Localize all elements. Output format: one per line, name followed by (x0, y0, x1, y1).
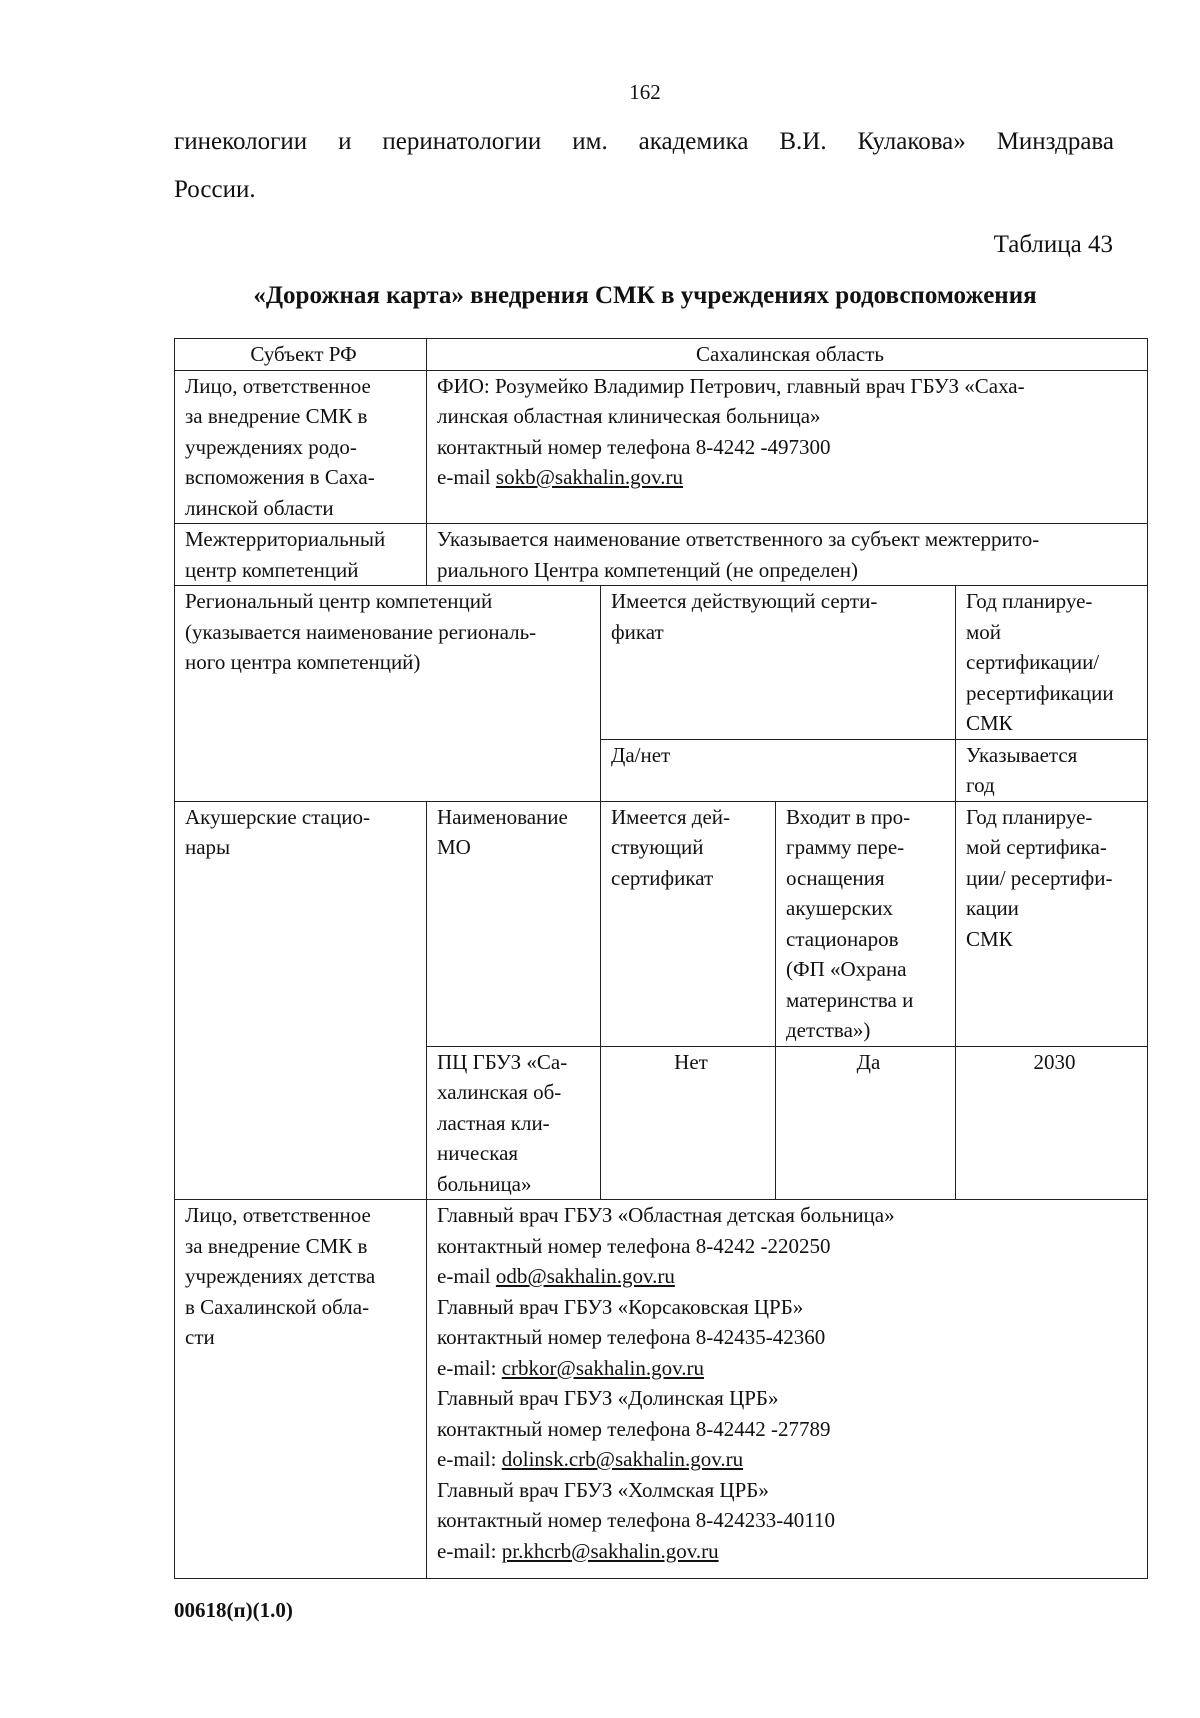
table-row (175, 1200, 1148, 1579)
contact-phone: контактный номер телефона 8-42435-42360 (437, 1325, 826, 1349)
contact-head: Главный врач ГБУЗ «Областная детская больница» (437, 1203, 895, 1227)
childhood-responsible-value: Главный врач ГБУЗ «Областная детская больница» контактный номер телефона 8-4242 -220250 e-mail odb@sakhalin.gov.ru Главный врач ГБУЗ «Корсаковская ЦРБ» контактный номер телефона 8-42435-42360 e-mail: crbkor@sakhalin.gov.ru Главный врач ГБУЗ «Долинская ЦРБ» контактный номер телефона 8-42442 -27789 e-mail: dolinsk.crb@sakhalin.gov.ru Главный врач ГБУЗ «Холмская ЦРБ» контактный номер телефона 8-424233-40110 e-mail: pr.khcrb@sakhalin.gov.ru (427, 1200, 1148, 1579)
obstetric-cert-header: Имеется дей- ствующий сертификат (601, 801, 776, 1046)
roadmap-table (174, 338, 1148, 1579)
contact-head: Главный врач ГБУЗ «Холмская ЦРБ» (437, 1477, 769, 1502)
childhood-responsible-label: Лицо, ответственное за внедрение СМК в учреждениях детства в Сахалинской обла- сти (175, 1200, 427, 1579)
regional-cert-header: Имеется действующий серти- фикат (601, 586, 956, 740)
obstetric-year-header: Год планируе- мой сертифика- ции/ ресертифи- кации СМК (956, 801, 1148, 1046)
table-title: «Дорожная карта» внедрения СМК в учреждениях родовспоможения (253, 282, 1037, 309)
obstetric-mo-header: Наименование МО (427, 801, 601, 1046)
regional-cert-value: Да/нет (601, 739, 956, 801)
contact-phone: контактный номер телефона 8-42442 -27789 (437, 1416, 831, 1441)
maternity-responsible-value: ФИО: Розумейко Владимир Петрович, главный врач ГБУЗ «Саха- линская областная клиническая больница» контактный номер телефона 8-4242 -497300 e-mail sokb@sakhalin.gov.ru (427, 370, 1148, 524)
table-row (175, 339, 1148, 371)
obstetric-program-value: Да (776, 1046, 956, 1200)
document-code: 00618(п)(1.0) (174, 1598, 293, 1622)
contact-head: Главный врач ГБУЗ «Долинская ЦРБ» (437, 1386, 779, 1410)
interterritorial-label: Межтерриториальный центр компетенций (175, 524, 427, 586)
page-number: 162 (629, 80, 661, 104)
table-row (175, 586, 1148, 740)
intro-line-2: России. (174, 176, 256, 203)
table-row (175, 524, 1148, 586)
obstetric-program-header: Входит в про- грамму пере- оснащения акушерских стационаров (ФП «Охрана материнства и детства») (776, 801, 956, 1046)
interterritorial-value: Указывается наименование ответственного за субъект межтеррито- риального Центра компетенций (не определен) (427, 524, 1148, 586)
contact-phone: контактный номер телефона 8-424233-40110 (437, 1508, 835, 1532)
email-link[interactable]: pr.khcrb@sakhalin.gov.ru (501, 1538, 719, 1563)
table-row (175, 801, 1148, 1046)
regional-center-label: Региональный центр компетенций (указывается наименование региональ- ного центра компетенций) (175, 586, 601, 802)
intro-paragraph (174, 118, 1114, 214)
obstetric-year-value: 2030 (956, 1046, 1148, 1200)
email-link[interactable]: crbkor@sakhalin.gov.ru (501, 1355, 704, 1380)
obstetric-cert-value: Нет (601, 1046, 776, 1200)
maternity-responsible-label: Лицо, ответственное за внедрение СМК в учреждениях родо- вспоможения в Саха- линской области (175, 370, 427, 524)
email-link[interactable]: sokb@sakhalin.gov.ru (495, 465, 684, 489)
email-link[interactable]: odb@sakhalin.gov.ru (495, 1264, 675, 1288)
subject-value-cell: Сахалинская область (427, 339, 1148, 371)
regional-year-value: Указывается год (956, 739, 1148, 801)
table-number: Таблица 43 (993, 231, 1113, 258)
contact-phone: контактный номер телефона 8-4242 -220250 (437, 1233, 831, 1258)
obstetric-mo-name: ПЦ ГБУЗ «Са- халинская об- ластная кли- ническая больница» (427, 1046, 601, 1200)
regional-year-header: Год планируе- мой сертификации/ ресертификации СМК (956, 586, 1148, 740)
subject-label-cell: Субъект РФ (175, 339, 427, 371)
obstetric-label: Акушерские стацио- нары (175, 801, 427, 1200)
table-row (175, 370, 1148, 524)
intro-line-1: гинекологии и перинатологии им. академика В.И. Кулакова» Минздрава (174, 128, 1114, 155)
contact-head: Главный врач ГБУЗ «Корсаковская ЦРБ» (437, 1294, 804, 1319)
email-link[interactable]: dolinsk.crb@sakhalin.gov.ru (501, 1447, 744, 1471)
